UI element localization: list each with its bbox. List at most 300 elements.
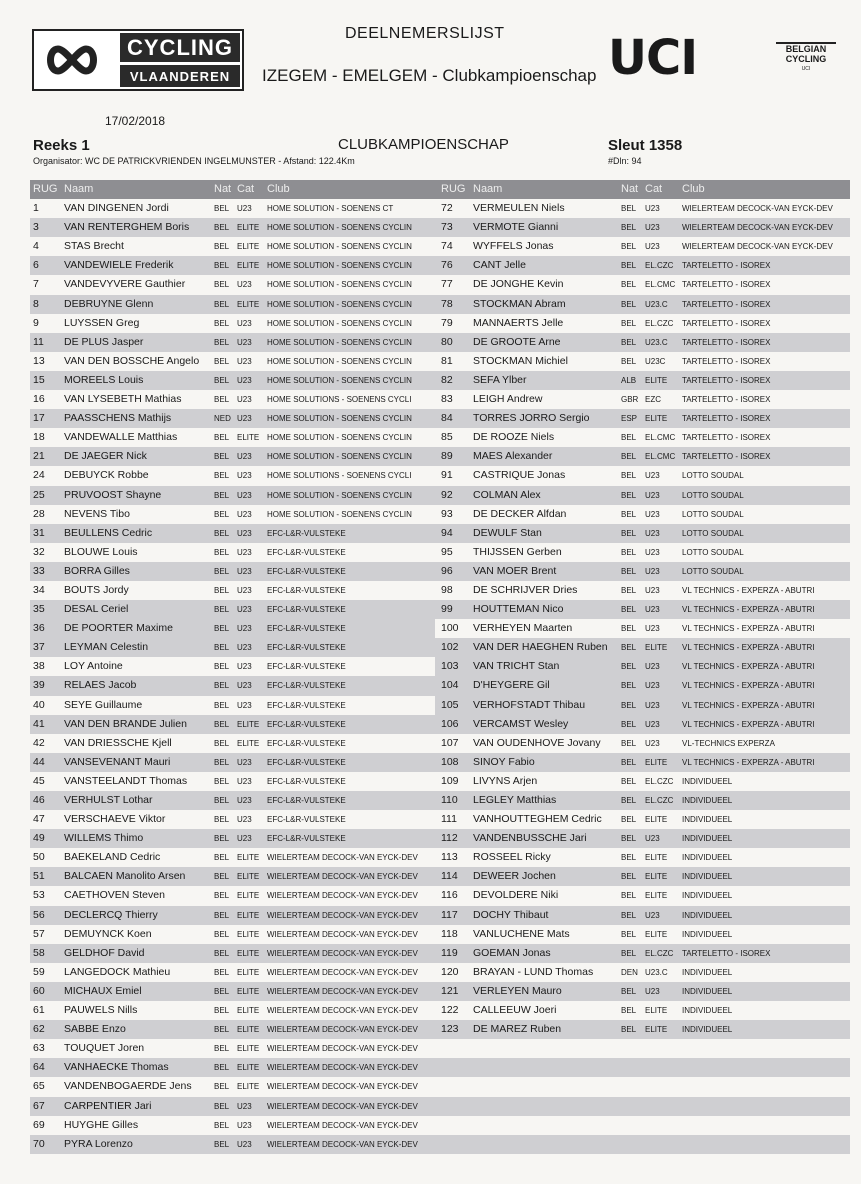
table-row <box>435 428 850 447</box>
rider-club: WIELERTEAM DECOCK-VAN EYCK-DEV <box>267 853 418 863</box>
rider-name: DESAL Ceriel <box>64 603 129 616</box>
rider-name: THIJSSEN Gerben <box>473 545 562 558</box>
rider-name: CANT Jelle <box>473 259 526 272</box>
table-row <box>435 619 850 638</box>
table-row <box>435 848 850 867</box>
rider-number: 53 <box>33 889 45 902</box>
rider-nationality: BEL <box>621 624 637 634</box>
rider-nationality: BEL <box>621 471 637 481</box>
rider-category: ELITE <box>237 948 260 958</box>
rider-number: 15 <box>33 373 45 386</box>
rider-category: U23 <box>645 223 660 233</box>
table-row <box>30 199 435 218</box>
rider-nationality: BEL <box>214 299 230 309</box>
rider-nationality: BEL <box>621 318 637 328</box>
rider-nationality: BEL <box>621 872 637 882</box>
category-title: CLUBKAMPIOENSCHAP <box>338 136 509 153</box>
rider-number: 102 <box>441 641 459 654</box>
rider-nationality: DEN <box>621 967 638 977</box>
rider-category: U23 <box>645 662 660 672</box>
rider-name: VAN RENTERGHEM Boris <box>64 221 190 234</box>
table-row <box>435 657 850 676</box>
rider-name: ROSSEEL Ricky <box>473 851 551 864</box>
rider-name: VAN DER HAEGHEN Ruben <box>473 641 608 654</box>
left-column <box>30 180 435 1154</box>
rider-nationality: BEL <box>621 337 637 347</box>
table-row <box>30 1020 435 1039</box>
rider-name: VAN DEN BRANDE Julien <box>64 717 187 730</box>
table-row <box>435 696 850 715</box>
rider-club: HOME SOLUTION - SOENENS CYCLIN <box>267 299 412 309</box>
rider-number: 120 <box>441 965 459 978</box>
rider-category: U23 <box>237 643 252 653</box>
rider-category: U23 <box>645 910 660 920</box>
header-naam: Naam <box>64 183 94 195</box>
rider-name: LEGLEY Matthias <box>473 794 557 806</box>
rider-club: EFC-L&R-VULSTEKE <box>267 528 346 538</box>
header-rug: RUG <box>441 183 466 195</box>
rider-name: CARPENTIER Jari <box>64 1099 152 1112</box>
rider-nationality: BEL <box>621 757 637 767</box>
rider-category: U23 <box>237 566 252 576</box>
rider-nationality: BEL <box>621 528 637 538</box>
table-row <box>435 371 850 390</box>
table-row <box>30 1039 435 1058</box>
table-row <box>30 505 435 524</box>
rider-nationality: ESP <box>621 414 638 424</box>
rider-category: U23 <box>645 547 660 557</box>
rider-number: 21 <box>33 450 45 463</box>
rider-category: ELITE <box>645 853 668 863</box>
table-row <box>435 333 850 352</box>
rider-number: 111 <box>441 813 457 826</box>
rider-nationality: BEL <box>621 815 637 825</box>
rider-name: MICHAUX Emiel <box>64 984 142 997</box>
rider-nationality: BEL <box>621 738 637 748</box>
rider-category: U23 <box>237 414 252 424</box>
rider-club: WIELERTEAM DECOCK-VAN EYCK-DEV <box>267 910 418 920</box>
rider-category: ELITE <box>645 643 668 653</box>
rider-number: 62 <box>33 1023 45 1036</box>
rider-name: PYRA Lorenzo <box>64 1137 133 1150</box>
rider-nationality: BEL <box>214 1025 230 1035</box>
rider-number: 31 <box>33 526 45 539</box>
rider-name: DE SCHRIJVER Dries <box>473 583 578 596</box>
rider-number: 61 <box>33 1004 45 1017</box>
rider-category: U23 <box>237 1139 252 1149</box>
rider-category: U23.C <box>645 299 668 309</box>
rider-name: RELAES Jacob <box>64 679 137 692</box>
rider-category: U23 <box>237 280 252 290</box>
rider-name: SEFA Ylber <box>473 373 527 386</box>
rider-name: VAN DRIESSCHE Kjell <box>64 736 172 749</box>
rider-number: 60 <box>33 984 45 997</box>
rider-nationality: BEL <box>621 681 637 691</box>
rider-name: PRUVOOST Shayne <box>64 488 162 501</box>
rider-number: 91 <box>441 469 453 482</box>
table-row <box>30 1135 435 1154</box>
rider-nationality: BEL <box>214 891 230 901</box>
rider-category: EZC <box>645 395 661 405</box>
table-row <box>30 925 435 944</box>
rider-category: ELITE <box>645 1025 668 1035</box>
rider-number: 74 <box>441 240 453 253</box>
rider-name: LANGEDOCK Mathieu <box>64 965 171 978</box>
rider-number: 44 <box>33 755 45 768</box>
rider-club: TARTELETTO - ISOREX <box>682 318 771 328</box>
rider-club: EFC-L&R-VULSTEKE <box>267 585 346 595</box>
rider-nationality: BEL <box>214 662 230 672</box>
infinity-logo-icon <box>34 31 110 89</box>
rider-category: ELITE <box>237 891 260 901</box>
rider-number: 4 <box>33 240 39 253</box>
rider-nationality: BEL <box>214 1082 230 1092</box>
rider-number: 47 <box>33 813 45 826</box>
rider-name: VAN DINGENEN Jordi <box>64 202 169 215</box>
rider-nationality: BEL <box>621 948 637 958</box>
rider-number: 64 <box>33 1061 45 1074</box>
rider-category: U23 <box>237 490 252 500</box>
rider-number: 104 <box>441 679 459 692</box>
rider-category: ELITE <box>645 1006 668 1016</box>
rider-name: VANHAECKE Thomas <box>64 1061 169 1074</box>
rider-club: EFC-L&R-VULSTEKE <box>267 776 346 786</box>
rider-number: 76 <box>441 259 453 272</box>
rider-name: NEVENS Tibo <box>64 507 130 520</box>
table-row <box>30 906 435 925</box>
rider-nationality: BEL <box>621 356 637 366</box>
rider-category: U23 <box>237 337 252 347</box>
rider-nationality: NED <box>214 414 231 424</box>
rider-category: U23 <box>237 318 252 328</box>
rider-category: EL.CZC <box>645 318 674 328</box>
rider-club: WIELERTEAM DECOCK-VAN EYCK-DEV <box>267 948 418 958</box>
rider-club: INDIVIDUEEL <box>682 853 733 863</box>
rider-club: TARTELETTO - ISOREX <box>682 414 771 424</box>
rider-category: EL.CMC <box>645 452 676 462</box>
rider-category: EL.CZC <box>645 776 674 786</box>
rider-category: U23 <box>237 1101 252 1111</box>
rider-name: VANHOUTTEGHEM Cedric <box>473 813 602 826</box>
rider-club: EFC-L&R-VULSTEKE <box>267 662 346 672</box>
rider-number: 13 <box>33 354 45 367</box>
rider-nationality: BEL <box>214 356 230 366</box>
rider-nationality: GBR <box>621 395 639 405</box>
rider-category: ELITE <box>645 929 668 939</box>
uci-logo: UCI <box>608 30 698 86</box>
rider-nationality: BEL <box>214 872 230 882</box>
logo-word-cycling: CYCLING <box>120 33 240 62</box>
table-row <box>435 275 850 294</box>
rider-number: 121 <box>441 984 459 997</box>
rider-number: 1 <box>33 202 39 215</box>
rider-name: CAETHOVEN Steven <box>64 889 165 902</box>
rider-category: U23 <box>645 605 660 615</box>
rider-club: INDIVIDUEEL <box>682 967 733 977</box>
participant-count: #Dln: 94 <box>608 156 642 166</box>
table-row <box>30 886 435 905</box>
rider-nationality: BEL <box>621 223 637 233</box>
rider-nationality: BEL <box>621 585 637 595</box>
rider-nationality: BEL <box>214 337 230 347</box>
table-row <box>30 466 435 485</box>
rider-category: EL.CZC <box>645 948 674 958</box>
rider-club: WIELERTEAM DECOCK-VAN EYCK-DEV <box>267 891 418 901</box>
rider-number: 28 <box>33 507 45 520</box>
rider-category: U23 <box>237 624 252 634</box>
rider-nationality: BEL <box>214 605 230 615</box>
rider-number: 63 <box>33 1042 45 1055</box>
table-row <box>30 1001 435 1020</box>
rider-club: INDIVIDUEEL <box>682 1025 733 1035</box>
header-nat: Nat <box>214 183 232 195</box>
table-row <box>435 638 850 657</box>
rider-name: VANDEWIELE Frederik <box>64 259 174 272</box>
belgian-logo-word1: BELGIAN <box>776 42 836 54</box>
rider-nationality: BEL <box>214 1006 230 1016</box>
rider-name: STOCKMAN Abram <box>473 297 566 310</box>
rider-name: BEULLENS Cedric <box>64 526 153 539</box>
rider-category: ELITE <box>237 433 260 443</box>
rider-name: BALCAEN Manolito Arsen <box>64 870 186 883</box>
rider-club: HOME SOLUTION - SOENENS CYCLIN <box>267 509 412 519</box>
rider-number: 78 <box>441 297 453 310</box>
rider-number: 42 <box>33 736 45 749</box>
rider-club: VL TECHNICS - EXPERZA - ABUTRI <box>682 605 815 615</box>
table-row <box>30 867 435 886</box>
rider-number: 83 <box>441 393 453 406</box>
rider-category: U23 <box>237 757 252 767</box>
rider-club: WIELERTEAM DECOCK-VAN EYCK-DEV <box>267 1120 418 1130</box>
rider-number: 117 <box>441 908 458 921</box>
rider-club: HOME SOLUTION - SOENENS CYCLIN <box>267 356 412 366</box>
rider-category: U23 <box>237 375 252 385</box>
rider-club: EFC-L&R-VULSTEKE <box>267 547 346 557</box>
table-row <box>435 447 850 466</box>
rider-category: U23 <box>645 585 660 595</box>
rider-name: TOUQUET Joren <box>64 1042 145 1055</box>
rider-number: 35 <box>33 603 45 616</box>
rider-club: INDIVIDUEEL <box>682 891 733 901</box>
rider-category: U23 <box>237 509 252 519</box>
rider-nationality: BEL <box>214 280 230 290</box>
rider-name: DOCHY Thibaut <box>473 908 549 921</box>
rider-nationality: BEL <box>214 796 230 805</box>
table-row <box>435 734 850 753</box>
rider-club: WIELERTEAM DECOCK-VAN EYCK-DEV <box>267 872 418 882</box>
rider-name: VERLEYEN Mauro <box>473 984 562 997</box>
rider-nationality: ALB <box>621 375 637 385</box>
rider-nationality: BEL <box>214 1101 230 1111</box>
rider-club: HOME SOLUTION - SOENENS CYCLIN <box>267 337 412 347</box>
table-row <box>435 237 850 256</box>
rider-name: DE ROOZE Niels <box>473 431 555 444</box>
table-row <box>435 810 850 829</box>
rider-name: VERHULST Lothar <box>64 794 153 806</box>
rider-name: LEIGH Andrew <box>473 393 543 406</box>
table-row <box>30 409 435 428</box>
rider-number: 7 <box>33 278 39 291</box>
rider-club: EFC-L&R-VULSTEKE <box>267 700 346 710</box>
table-row <box>435 676 850 695</box>
table-row <box>30 982 435 1001</box>
rider-category: ELITE <box>237 1044 260 1054</box>
rider-number: 92 <box>441 488 453 501</box>
rider-club: EFC-L&R-VULSTEKE <box>267 681 346 691</box>
rider-club: VL TECHNICS - EXPERZA - ABUTRI <box>682 700 815 710</box>
rider-nationality: BEL <box>214 700 230 710</box>
rider-name: COLMAN Alex <box>473 488 541 501</box>
rider-nationality: BEL <box>214 929 230 939</box>
rider-club: LOTTO SOUDAL <box>682 528 744 538</box>
rider-club: EFC-L&R-VULSTEKE <box>267 738 346 748</box>
rider-number: 6 <box>33 259 39 272</box>
rider-club: TARTELETTO - ISOREX <box>682 356 771 366</box>
rider-number: 56 <box>33 908 45 921</box>
table-row <box>30 791 435 810</box>
rider-club: INDIVIDUEEL <box>682 986 733 996</box>
rider-club: LOTTO SOUDAL <box>682 566 744 576</box>
rider-nationality: BEL <box>214 624 230 634</box>
rider-club: HOME SOLUTION - SOENENS CYCLIN <box>267 223 412 233</box>
rider-nationality: BEL <box>621 261 637 271</box>
table-row <box>30 256 435 275</box>
rider-category: EL.CZC <box>645 796 674 805</box>
rider-category: U23 <box>237 547 252 557</box>
rider-name: DEWEER Jochen <box>473 870 556 883</box>
table-row <box>435 256 850 275</box>
rider-name: MAES Alexander <box>473 450 553 463</box>
rider-nationality: BEL <box>621 643 637 653</box>
rider-category: ELITE <box>237 223 260 233</box>
rider-name: VANLUCHENE Mats <box>473 927 570 940</box>
rider-number: 25 <box>33 488 45 501</box>
rider-category: U23 <box>645 509 660 519</box>
rider-club: EFC-L&R-VULSTEKE <box>267 719 346 729</box>
table-row <box>435 982 850 1001</box>
rider-club: EFC-L&R-VULSTEKE <box>267 796 346 805</box>
rider-name: MANNAERTS Jelle <box>473 316 564 329</box>
table-row <box>435 944 850 963</box>
rider-number: 37 <box>33 641 45 654</box>
rider-club: WIELERTEAM DECOCK-VAN EYCK-DEV <box>267 1082 418 1092</box>
rider-number: 85 <box>441 431 453 444</box>
rider-name: DECLERCQ Thierry <box>64 908 158 921</box>
rider-club: VL TECHNICS - EXPERZA - ABUTRI <box>682 585 815 595</box>
table-row <box>30 772 435 791</box>
table-row <box>30 218 435 237</box>
rider-name: LEYMAN Celestin <box>64 641 149 654</box>
rider-club: LOTTO SOUDAL <box>682 509 744 519</box>
rider-number: 109 <box>441 774 459 787</box>
rider-category: ELITE <box>237 872 260 882</box>
rider-category: U23 <box>645 490 660 500</box>
rider-nationality: BEL <box>214 223 230 233</box>
rider-number: 73 <box>441 221 453 234</box>
rider-nationality: BEL <box>621 547 637 557</box>
rider-number: 103 <box>441 660 459 673</box>
table-row <box>30 848 435 867</box>
table-row <box>435 715 850 734</box>
rider-nationality: BEL <box>214 509 230 519</box>
table-row <box>30 638 435 657</box>
rider-number: 69 <box>33 1118 45 1131</box>
table-row <box>30 715 435 734</box>
rider-name: VERMEULEN Niels <box>473 202 565 215</box>
rider-club: HOME SOLUTION - SOENENS CYCLIN <box>267 452 412 462</box>
rider-number: 118 <box>441 927 458 940</box>
rider-nationality: BEL <box>621 605 637 615</box>
rider-category: U23 <box>645 719 660 729</box>
rider-number: 108 <box>441 755 459 768</box>
rider-number: 65 <box>33 1080 45 1093</box>
rider-number: 122 <box>441 1004 459 1017</box>
rider-category: U23 <box>645 700 660 710</box>
rider-number: 41 <box>33 717 45 730</box>
rider-nationality: BEL <box>621 986 637 996</box>
rider-category: ELITE <box>645 891 668 901</box>
rider-number: 113 <box>441 851 458 864</box>
table-row <box>435 1058 850 1077</box>
rider-nationality: BEL <box>214 585 230 595</box>
rider-name: DEBUYCK Robbe <box>64 469 149 482</box>
rider-number: 123 <box>441 1023 459 1036</box>
table-row <box>435 1135 850 1154</box>
rider-number: 33 <box>33 564 45 577</box>
rider-name: BLOUWE Louis <box>64 545 138 558</box>
table-row <box>30 275 435 294</box>
rider-club: LOTTO SOUDAL <box>682 547 744 557</box>
rider-club: WIELERTEAM DECOCK-VAN EYCK-DEV <box>267 986 418 996</box>
rider-nationality: BEL <box>621 910 637 920</box>
rider-number: 16 <box>33 393 45 406</box>
table-row <box>30 810 435 829</box>
rider-nationality: BEL <box>621 891 637 901</box>
rider-club: TARTELETTO - ISOREX <box>682 280 771 290</box>
rider-category: EL.CMC <box>645 433 676 443</box>
rider-category: ELITE <box>237 719 260 729</box>
table-row <box>30 1077 435 1096</box>
rider-number: 58 <box>33 946 45 959</box>
rider-nationality: BEL <box>621 452 637 462</box>
rider-category: U23 <box>237 1120 252 1130</box>
rider-category: U23 <box>645 528 660 538</box>
rider-nationality: BEL <box>214 948 230 958</box>
rider-number: 106 <box>441 717 459 730</box>
rider-club: INDIVIDUEEL <box>682 929 733 939</box>
table-row <box>435 772 850 791</box>
table-row <box>30 295 435 314</box>
table-row <box>435 1020 850 1039</box>
rider-nationality: BEL <box>621 1006 637 1016</box>
rider-name: DE GROOTE Arne <box>473 335 561 348</box>
rider-number: 79 <box>441 316 453 329</box>
rider-number: 70 <box>33 1137 45 1150</box>
rider-nationality: BEL <box>214 681 230 691</box>
table-row <box>30 314 435 333</box>
rider-name: DE POORTER Maxime <box>64 622 173 635</box>
table-row <box>30 829 435 848</box>
rider-category: U23 <box>645 204 660 214</box>
rider-number: 9 <box>33 316 39 329</box>
rider-nationality: BEL <box>214 528 230 538</box>
rider-category: U23 <box>237 395 252 405</box>
rider-name: VERHOFSTADT Thibau <box>473 698 586 711</box>
rider-club: HOME SOLUTION - SOENENS CYCLIN <box>267 280 412 290</box>
rider-club: VL TECHNICS - EXPERZA - ABUTRI <box>682 757 815 767</box>
rider-category: EL.CMC <box>645 280 676 290</box>
rider-nationality: BEL <box>214 853 230 863</box>
